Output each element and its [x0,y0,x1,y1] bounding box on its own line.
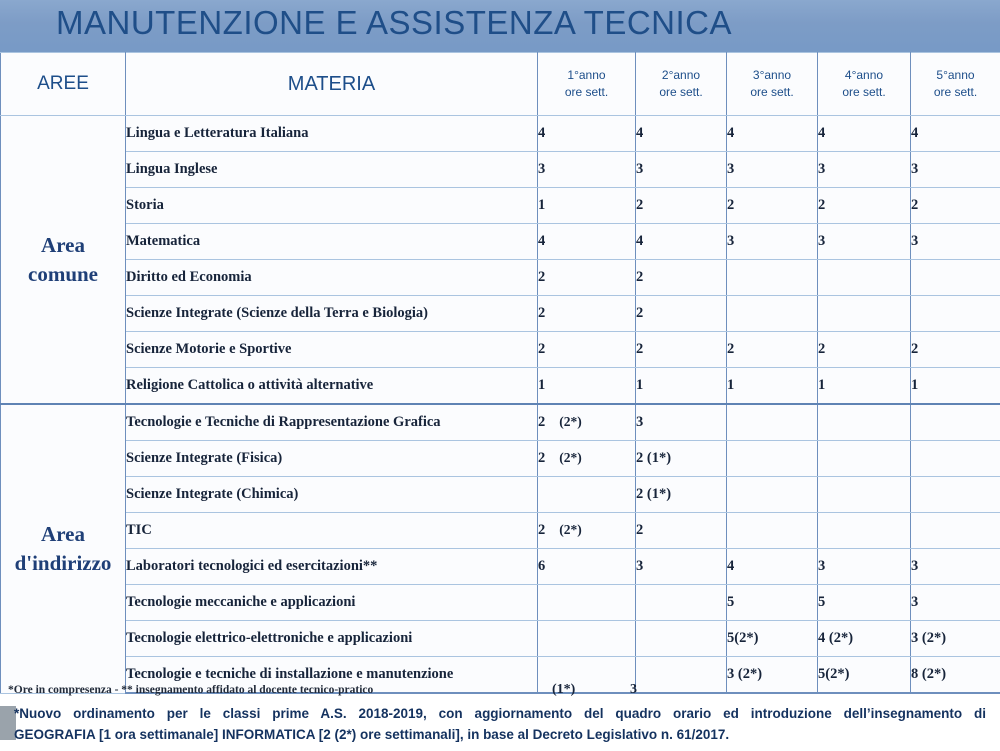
hours-cell-y4: 4 [818,116,911,152]
year-4-label: 4°anno [844,67,884,82]
subject-cell: Tecnologie e Tecniche di Rappresentazione Grafica [126,404,538,441]
table-row [1,188,1000,224]
hours-cell-y1: 2 [538,332,636,368]
column-header-year-3 [727,53,818,116]
hours-cell-y3 [727,296,818,332]
column-header-year-4 [818,53,911,116]
hours-cell-y1 [538,621,636,657]
year-2-sublabel: ore sett. [659,85,703,99]
hours-cell-y1: 4 [538,116,636,152]
table-row [1,152,1000,188]
hours-cell-y2 [636,621,727,657]
hours-cell-y5: 3 [911,585,1000,621]
column-header-year-5 [911,53,1000,116]
hours-cell-y1: 1 [538,368,636,405]
year-1-label: 1°anno [567,67,606,82]
hours-cell-y1: 3 [538,152,636,188]
hours-compresenza: (2*) [559,414,582,429]
hours-cell-y2: 2 (1*) [636,477,727,513]
footnote-new-order-line1: *Nuovo ordinamento per le classi prime A.S. 2018-2019, con aggiornamento del quadro orario ed introduzione dell’insegnamento di [14,706,986,721]
footnote-mark-compresenza: (1*) [552,682,576,697]
area-label-line1: Area [41,233,85,258]
hours-cell-y1 [538,585,636,621]
subject-cell: Lingua e Letteratura Italiana [126,116,538,152]
year-5-label: 5°anno [936,67,975,82]
hours-cell-y4: 1 [818,368,911,405]
hours-cell-y2: 3 [636,549,727,585]
year-3-sublabel: ore sett. [750,85,794,99]
hours-cell-y4: 5 [818,585,911,621]
hours-cell-y2: 2 [636,260,727,296]
hours-cell-y3: 2 [727,188,818,224]
hours-value: 2 [538,450,546,466]
area-label-line2: d'indirizzo [14,550,112,575]
curriculum-table-wrapper [0,52,1000,694]
hours-cell-y5 [911,513,1000,549]
hours-cell-y3: 5 [727,585,818,621]
hours-cell-y5: 3 [911,152,1000,188]
table-row [1,549,1000,585]
hours-cell-y1: 2 [538,296,636,332]
area-label-line1: Area [41,522,85,547]
hours-cell-y5: 3 (2*) [911,621,1000,657]
hours-cell-y5 [911,477,1000,513]
hours-cell-y4: 5(2*) [818,657,911,694]
subject-cell: Tecnologie e tecniche di installazione e manutenzione [126,657,538,694]
subject-cell: Diritto ed Economia [126,260,538,296]
hours-cell-y3: 3 [727,224,818,260]
hours-compresenza: (2*) [559,522,582,537]
hours-cell-y1 [538,404,636,441]
subject-cell: Scienze Integrate (Fisica) [126,441,538,477]
subject-cell: Scienze Integrate (Chimica) [126,477,538,513]
column-header-aree: AREE [1,53,126,116]
table-row [1,513,1000,549]
year-4-sublabel: ore sett. [842,85,886,99]
hours-cell-y4: 4 (2*) [818,621,911,657]
hours-cell-y1 [538,513,636,549]
hours-cell-y2: 1 [636,368,727,405]
subject-cell: Tecnologie meccaniche e applicazioni [126,585,538,621]
hours-cell-y2: 2 [636,513,727,549]
hours-cell-y3: 4 [727,549,818,585]
hours-cell-y5: 8 (2*) [911,657,1000,694]
hours-cell-y5 [911,296,1000,332]
subject-cell: Storia [126,188,538,224]
footnote-legend: *Ore in compresenza - ** insegnamento affidato al docente tecnico-pratico [8,684,374,696]
table-row [1,260,1000,296]
hours-cell-y5: 3 [911,224,1000,260]
table-row [1,477,1000,513]
hours-cell-y5: 4 [911,116,1000,152]
hours-value: 2 [538,522,546,538]
hours-cell-y3: 5(2*) [727,621,818,657]
hours-cell-y2: 2 [636,332,727,368]
hours-value: 6 [538,558,546,574]
hours-cell-y5 [911,260,1000,296]
hours-cell-y4 [818,296,911,332]
hours-cell-y2: 4 [636,116,727,152]
footnote-new-order-line2: GEOGRAFIA [1 ora settimanale] INFORMATICA [2 (2*) ore settimanali], in base al Decreto Legislativo n. 61/2017. [14,726,730,742]
table-row [1,585,1000,621]
hours-cell-y3 [727,441,818,477]
hours-cell-y1 [538,477,636,513]
hours-cell-y2 [636,585,727,621]
hours-cell-y4: 2 [818,332,911,368]
table-row [1,332,1000,368]
column-header-year-1 [538,53,636,116]
hours-cell-y3: 1 [727,368,818,405]
hours-cell-y4: 3 [818,152,911,188]
area-label-line2: comune [28,261,98,286]
footnote-mark-hours: 3 [630,682,637,697]
subject-cell: Religione Cattolica o attività alternative [126,368,538,405]
subject-cell: Scienze Motorie e Sportive [126,332,538,368]
table-row [1,621,1000,657]
table-row [1,368,1000,405]
column-header-year-2 [636,53,727,116]
hours-cell-y3 [727,477,818,513]
curriculum-table [0,52,1000,694]
page-title: MANUTENZIONE E ASSISTENZA TECNICA [56,4,733,41]
hours-cell-y1: 2 [538,260,636,296]
hours-cell-y2: 3 [636,404,727,441]
hours-cell-y5: 2 [911,188,1000,224]
subject-cell: Tecnologie elettrico-elettroniche e applicazioni [126,621,538,657]
subject-cell: Lingua Inglese [126,152,538,188]
hours-compresenza: (2*) [559,450,582,465]
area-label-indirizzo [1,404,126,693]
hours-cell-y2: 3 [636,152,727,188]
subject-cell: Matematica [126,224,538,260]
hours-cell-y4 [818,513,911,549]
hours-cell-y2: 2 [636,188,727,224]
footnote-new-order [14,704,986,746]
hours-cell-y2 [636,657,727,694]
subject-cell: Laboratori tecnologici ed esercitazioni** [126,549,538,585]
year-3-label: 3°anno [752,67,792,82]
table-header [1,53,1000,116]
hours-cell-y3 [727,404,818,441]
table-body [1,116,1000,694]
hours-cell-y4: 2 [818,188,911,224]
hours-cell-y3 [727,260,818,296]
table-row [1,441,1000,477]
table-row [1,404,1000,441]
hours-cell-y1: 4 [538,224,636,260]
hours-cell-y2: 2 (1*) [636,441,727,477]
table-row [1,296,1000,332]
hours-cell-y3 [727,513,818,549]
hours-cell-y1 [538,549,636,585]
hours-cell-y5 [911,441,1000,477]
hours-cell-y3: 3 (2*) [727,657,818,694]
hours-cell-y5: 1 [911,368,1000,405]
subject-cell: Scienze Integrate (Scienze della Terra e Biologia) [126,296,538,332]
column-header-materia: MATERIA [126,53,538,116]
table-row [1,116,1000,152]
hours-cell-y1: 1 [538,188,636,224]
hours-cell-y3: 3 [727,152,818,188]
hours-cell-y2: 2 [636,296,727,332]
hours-cell-y4 [818,441,911,477]
hours-cell-y4: 3 [818,224,911,260]
hours-cell-y4 [818,260,911,296]
hours-cell-y4: 3 [818,549,911,585]
year-5-sublabel: ore sett. [933,85,978,99]
area-label-comune [1,116,126,405]
hours-cell-y5: 2 [911,332,1000,368]
hours-cell-y4 [818,477,911,513]
hours-cell-y3: 4 [727,116,818,152]
hours-value: 2 [538,414,546,430]
title-banner [0,0,1000,53]
hours-cell-y1 [538,441,636,477]
hours-cell-y2: 4 [636,224,727,260]
hours-cell-y5: 3 [911,549,1000,585]
year-1-sublabel: ore sett. [564,85,609,99]
subject-cell: TIC [126,513,538,549]
year-2-label: 2°anno [661,67,701,82]
hours-cell-y5 [911,404,1000,441]
hours-cell-y3: 2 [727,332,818,368]
table-row [1,224,1000,260]
header-row [1,53,1000,116]
hours-cell-y4 [818,404,911,441]
